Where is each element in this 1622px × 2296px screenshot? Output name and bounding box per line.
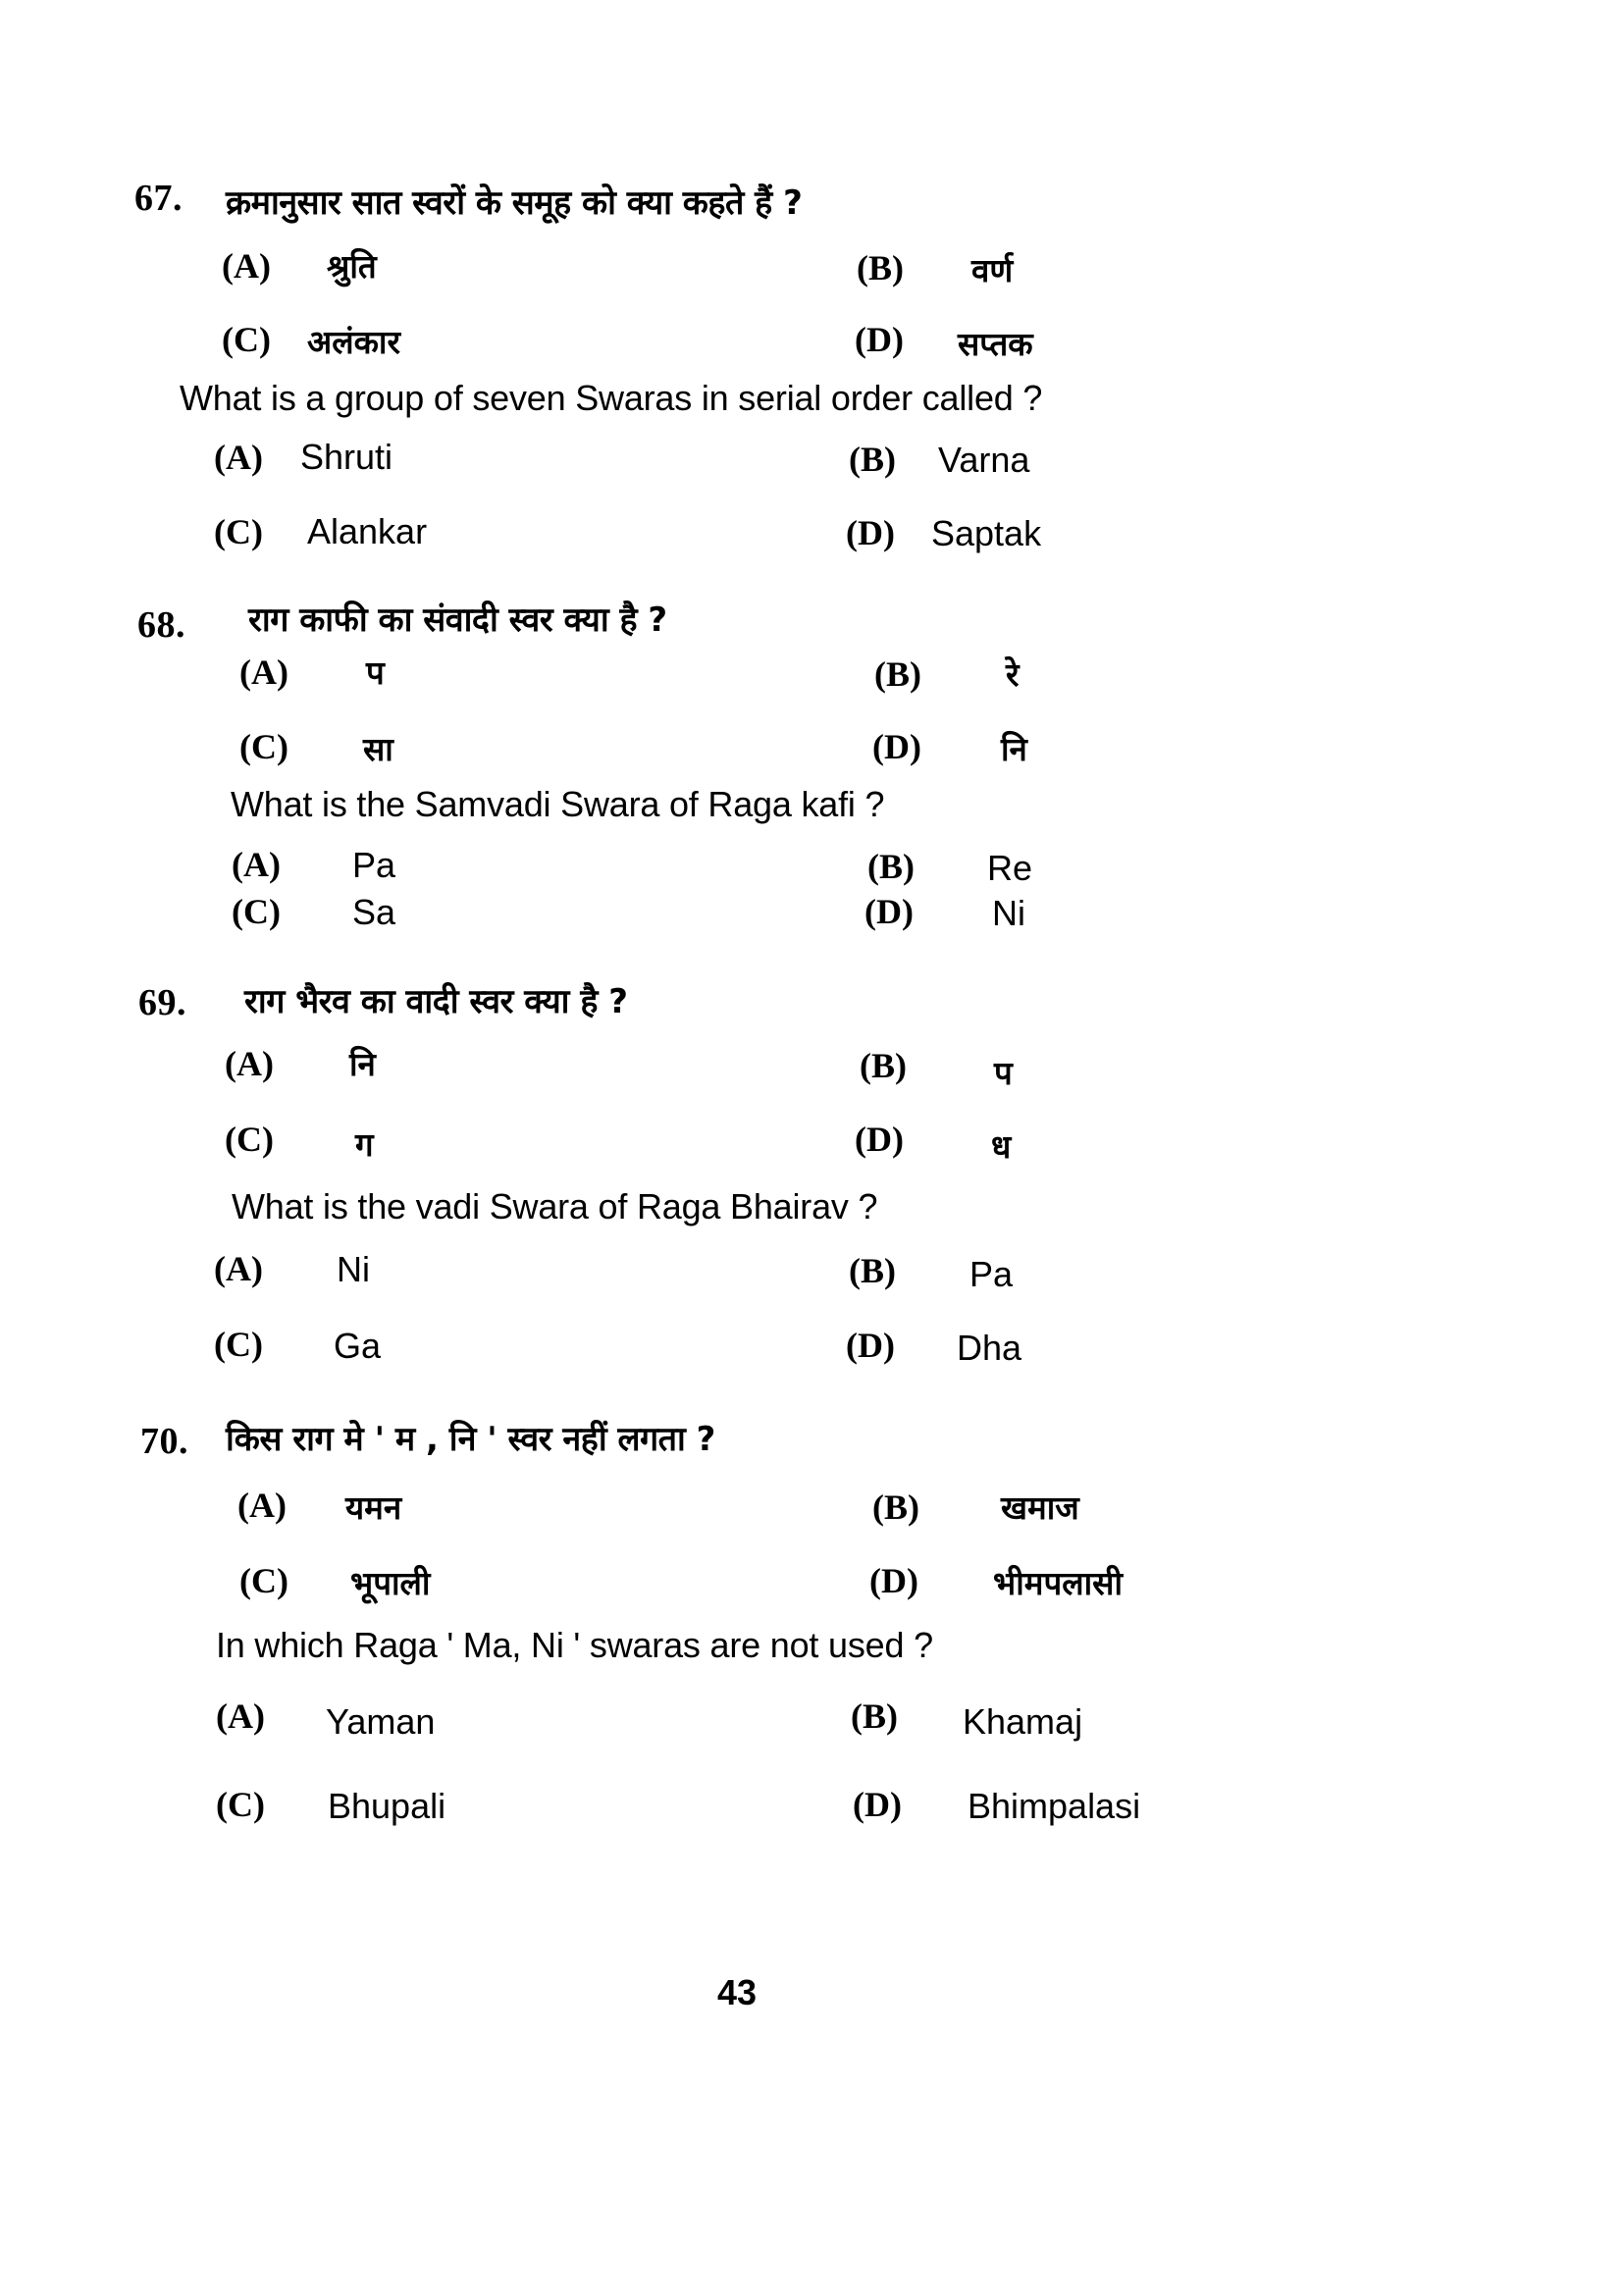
option-b-letter: (B)	[849, 440, 896, 479]
option-a-letter: (A)	[216, 1696, 265, 1736]
question-text-english: What is the Samvadi Swara of Raga kafi ?	[231, 784, 885, 824]
option-c-hindi: सा	[363, 730, 393, 768]
option-c-english: Ga	[334, 1326, 382, 1366]
option-c-hindi: ग	[355, 1125, 374, 1164]
option-d-letter: (D)	[869, 1561, 918, 1600]
option-b-english: Khamaj	[963, 1701, 1083, 1742]
option-c-letter: (C)	[214, 512, 263, 551]
option-c-letter: (C)	[214, 1325, 263, 1364]
option-a-english: Shruti	[300, 437, 393, 477]
option-a-letter: (A)	[222, 246, 271, 286]
option-c-english: Bhupali	[328, 1786, 446, 1826]
option-d-letter: (D)	[855, 320, 904, 359]
option-b-english: Pa	[969, 1254, 1014, 1294]
option-b-hindi: वर्ण	[971, 251, 1014, 289]
option-a-hindi: यमन	[345, 1488, 402, 1527]
question-text-english: What is the vadi Swara of Raga Bhairav ?	[232, 1186, 878, 1226]
option-b-english: Re	[987, 848, 1033, 888]
option-a-hindi: नि	[349, 1045, 376, 1083]
question-text-english: What is a group of seven Swaras in serial order called ?	[180, 378, 1043, 418]
option-b-letter: (B)	[851, 1696, 898, 1736]
option-a-letter: (A)	[232, 845, 281, 884]
option-d-english: Dha	[957, 1328, 1022, 1368]
option-d-english: Saptak	[931, 513, 1042, 553]
question-number: 70.	[140, 1421, 188, 1462]
option-b-letter: (B)	[867, 847, 915, 886]
option-b-letter: (B)	[857, 248, 904, 287]
option-c-english: Alankar	[307, 511, 428, 551]
option-c-hindi: अलंकार	[307, 323, 400, 361]
option-b-letter: (B)	[849, 1251, 896, 1290]
question-text-english: In which Raga ' Ma, Ni ' swaras are not used ?	[216, 1625, 933, 1665]
option-c-letter: (C)	[239, 727, 288, 766]
option-d-letter: (D)	[853, 1785, 902, 1824]
option-d-hindi: ध	[991, 1127, 1012, 1166]
option-c-letter: (C)	[216, 1785, 265, 1824]
option-d-letter: (D)	[872, 727, 921, 766]
page-number: 43	[717, 1972, 758, 2012]
option-b-letter: (B)	[874, 654, 921, 694]
option-a-letter: (A)	[214, 1249, 263, 1288]
option-d-english: Bhimpalasi	[968, 1786, 1141, 1826]
question-number: 68.	[137, 604, 185, 646]
option-a-hindi: श्रुति	[327, 247, 377, 286]
option-b-hindi: रे	[1006, 655, 1020, 694]
option-a-english: Yaman	[326, 1701, 436, 1742]
option-a-letter: (A)	[214, 438, 263, 477]
option-c-hindi: भूपाली	[350, 1564, 431, 1602]
question-text-hindi: राग काफी का संवादी स्वर क्या है ?	[248, 600, 667, 640]
option-a-letter: (A)	[225, 1044, 274, 1083]
option-b-hindi: प	[994, 1054, 1013, 1092]
option-d-letter: (D)	[846, 513, 895, 552]
option-d-english: Ni	[992, 893, 1025, 933]
option-b-english: Varna	[938, 440, 1030, 480]
option-b-letter: (B)	[872, 1487, 919, 1527]
option-a-hindi: प	[366, 653, 385, 692]
question-number: 67.	[134, 178, 183, 219]
question-text-hindi: किस राग मे ' म , नि ' स्वर नहीं लगता ?	[226, 1420, 715, 1459]
option-c-letter: (C)	[239, 1561, 288, 1600]
option-a-english: Ni	[337, 1249, 370, 1289]
option-a-letter: (A)	[237, 1486, 287, 1525]
option-d-hindi: नि	[1001, 730, 1027, 768]
option-d-hindi: सप्तक	[958, 325, 1033, 363]
question-text-hindi: क्रमानुसार सात स्वरों के समूह को क्या कहते हैं ?	[226, 183, 803, 223]
option-c-english: Sa	[352, 892, 396, 932]
option-b-hindi: खमाज	[1001, 1488, 1079, 1527]
option-c-letter: (C)	[232, 892, 281, 931]
option-c-letter: (C)	[222, 320, 271, 359]
option-a-letter: (A)	[239, 652, 288, 692]
option-d-letter: (D)	[846, 1326, 895, 1365]
option-b-letter: (B)	[860, 1046, 907, 1085]
option-d-hindi: भीमपलासी	[993, 1564, 1123, 1602]
option-d-letter: (D)	[855, 1120, 904, 1159]
option-d-letter: (D)	[864, 892, 914, 931]
option-c-letter: (C)	[225, 1120, 274, 1159]
question-number: 69.	[138, 982, 186, 1023]
option-a-english: Pa	[352, 845, 396, 885]
question-text-hindi: राग भैरव का वादी स्वर क्या है ?	[244, 982, 628, 1021]
